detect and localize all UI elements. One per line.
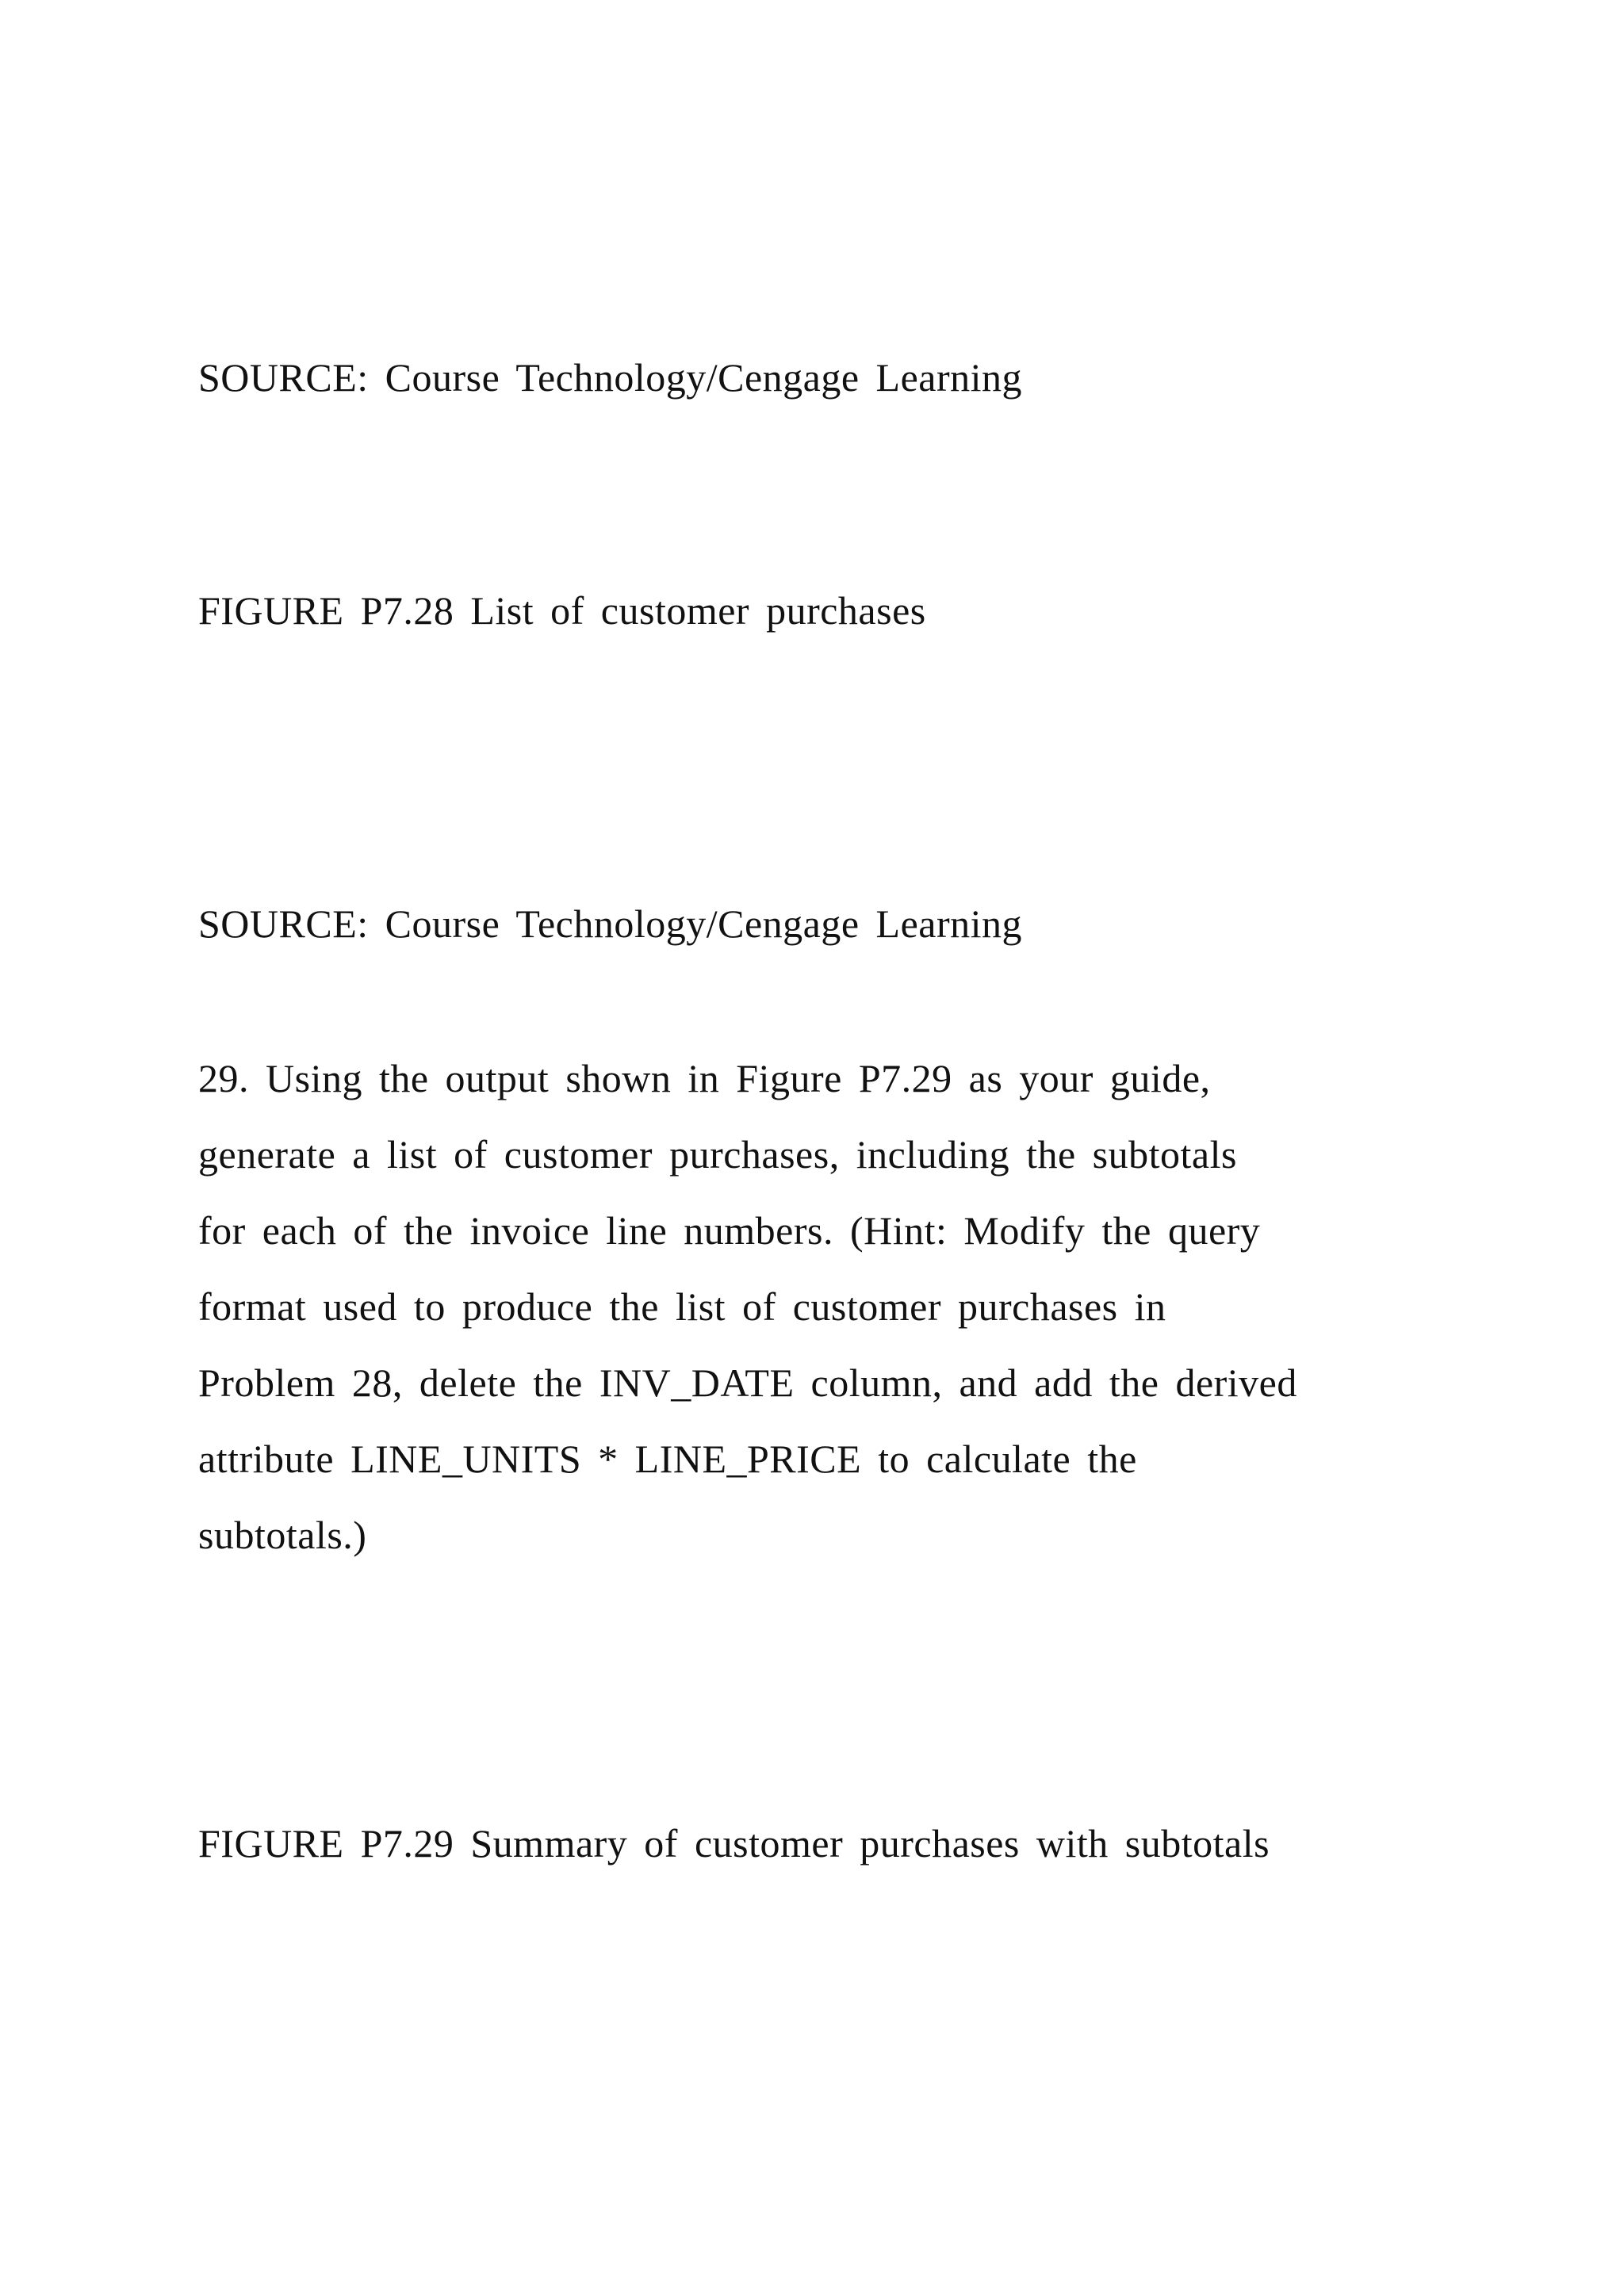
source-credit-1: SOURCE: Course Technology/Cengage Learning <box>198 355 1023 400</box>
problem-29-line-6: attribute LINE_UNITS * LINE_PRICE to calculate the <box>198 1437 1137 1481</box>
problem-29-line-7: subtotals.) <box>198 1513 367 1557</box>
figure-p7-29-caption: FIGURE P7.29 Summary of customer purchases with subtotals <box>198 1821 1270 1866</box>
problem-29-line-4: format used to produce the list of customer purchases in <box>198 1284 1166 1329</box>
problem-29-line-5: Problem 28, delete the INV_DATE column, and add the derived <box>198 1360 1297 1405</box>
source-credit-2: SOURCE: Course Technology/Cengage Learning <box>198 901 1023 946</box>
problem-29-line-3: for each of the invoice line numbers. (Hint: Modify the query <box>198 1208 1261 1253</box>
problem-29-line-2: generate a list of customer purchases, including the subtotals <box>198 1132 1237 1177</box>
problem-29-line-1: 29. Using the output shown in Figure P7.29 as your guide, <box>198 1056 1211 1100</box>
figure-p7-28-caption: FIGURE P7.28 List of customer purchases <box>198 588 926 633</box>
problem-29-paragraph <box>198 1040 1483 1573</box>
